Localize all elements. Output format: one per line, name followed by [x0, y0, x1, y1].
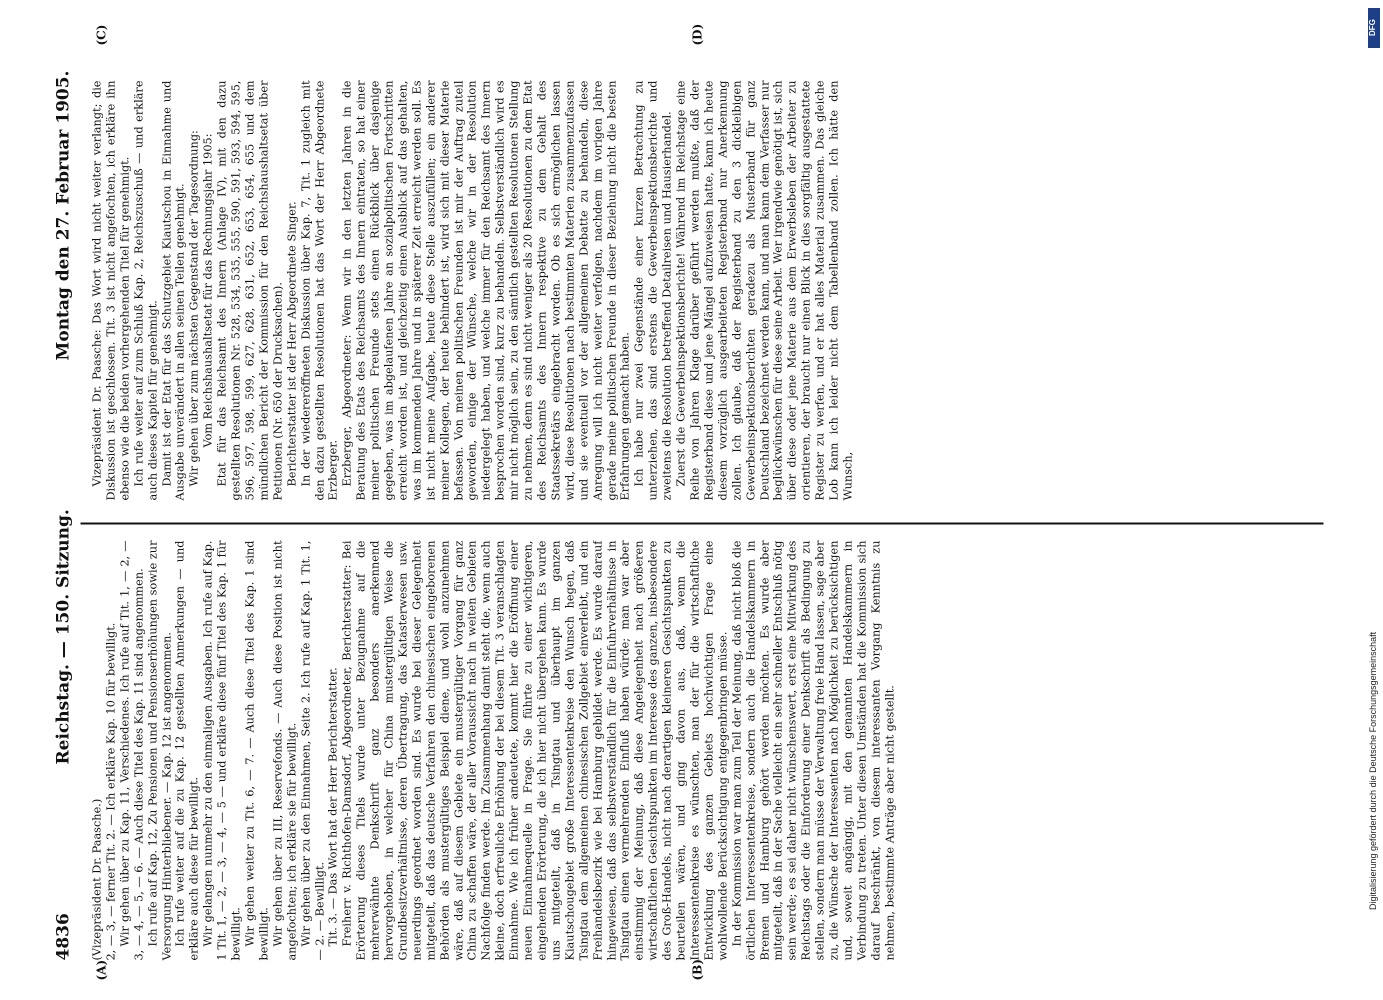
session-date: Montag den 27. Februar 1905. — [53, 70, 73, 360]
session-title: Reichstag. — 150. Sitzung. — [53, 508, 73, 764]
paragraph: In der Kommission war man zum Teil der Meinung, daß nicht bloß die örtlichen Interessentenkreise, sondern auch die Handelskammern in Bremen und Hamburg gehört werden möchten. Es wurde aber mitgeteilt, daß in der Sache vielleicht ein sehr schneller Entschluß nötig sein werde; es sei daher nicht wünschenswert, erst eine Mitwirkung des Reichstags oder die Einforderung einer Denkschrift als Bedingung zu stellen, sondern man müsse der Verwaltung freie Hand lassen, sage aber zu, die Wünsche der Interessenten nach Möglichkeit zu berücksichtigen und, soweit angängig, mit den genannten Handelskammern in Verbindung zu treten. Unter diesen Umständen hat die Kommission sich darauf beschränkt, von diesem interessanten Vorgang Kenntnis zu nehmen, bestimmte Anträge aber nicht gestellt. — [729, 540, 896, 960]
paragraph: In der wiedereröffneten Diskussion über Kap. 7, Tit. 1 zugleich mit den dazu gestellten Resolutionen hat das Wort der Herr Abgeordnete Erzberger. — [298, 80, 340, 500]
paragraph: Ich rufe weiter auf zum Schluß Kap. 2, Reichszuschuß — und erkläre auch dieses Kapitel für genehmigt. — [131, 80, 159, 500]
paragraph: Vizepräsident Dr. Paasche: Das Wort wird nicht weiter verlangt; die Diskussion ist geschlossen. Tit. 3 ist nicht angefochten, ich erkläre ihn ebenso wie die beiden vorhergehenden Titel für genehmigt. — [90, 80, 131, 500]
paragraph: Erzberger, Abgeordneter: Wenn wir in den letzten Jahren in die Beratung des Etats des Reichsamts des Innern eintraten, so hat einer meiner politischen Freunde stets einen Rückblick über dasjenige gegeben, was im abgelaufenen Jahre an sozialpolitischen Fortschritten erreicht worden ist, und gleichzeitig einen Ausblick auf das gehalten, was im kommenden Jahre und in späterer Zeit erreicht werden soll. Es ist nicht meine Aufgabe, heute diese Stelle auszufüllen; ein anderer meiner Kollegen, der heute behindert ist, wird sich mit dieser Materie befassen. Von meinen politischen Freunden ist mir der Auftrag zuteil geworden, einige der Wünsche, welche wir in der Resolution niedergelegt haben, und welche immer für den Reichsamt des Innern besprochen worden sind, kurz zu behandeln. Selbstverständlich wird es mir nicht möglich sein, zu den sämtlich gestellten Resolutionen Stellung zu nehmen, denn es sind nicht weniger als 20 Resolutionen zu dem Etat des Reichsamts des Innern respektive zu dem Gehalt des Staatssekretärs eingebracht worden. Ob es sich ermöglichen lassen wird, diese Resolutionen nach bestimmten Materien zusammenzufassen und sie eventuell vor der allgemeinen Debatte zu behandeln, diese Anregung will ich nicht weiter verfolgen, nachdem im vorigen Jahre gerade meine politischen Freunde in dieser Beziehung nicht die besten Erfahrungen gemacht haben. — [340, 80, 632, 500]
paragraph: Ich habe nur zwei Gegenstände einer kurzen Betrachtung zu unterziehen, das sind erstens die Gewerbeinspektionsberichte und zweitens die Resolution betreffend Detailreisen und Hausierhandel. — [632, 80, 674, 500]
margin-marker-b: (B) — [690, 958, 704, 980]
column-divider — [80, 522, 1323, 524]
margin-marker-c: (C) — [94, 24, 108, 45]
left-text-column — [90, 540, 1317, 960]
page-header — [47, 70, 73, 960]
digitization-note: Digitalisierung gefördert durch die Deutsche Forschungsgemeinschaft — [1368, 631, 1378, 910]
paragraph: (Vizepräsident Dr. Paasche.) — [90, 798, 103, 960]
paragraph: Tit. 3. — Das Wort hat der Herr Berichterstatter. — [326, 666, 340, 946]
paragraph: Wir gehen weiter zu Tit. 6, — 7. — Auch diese Titel des Kap. 1 sind bewilligt. — [242, 540, 270, 960]
paragraph: Ich rufe weiter auf die zu Kap. 12 gestellten Anmerkungen — und erkläre auch diese für bewilligt. — [173, 540, 201, 960]
paragraph: Etat für das Reichsamt des Innern (Anlage IV), mit den dazu gestellten Resolutionen Nr. 528, 534, 535, 555, 590, 591, 593, 594, 595, 596, 597, 598, 599, 627, 628, 631, 652, 653, 654, 655 und dem mündlichen Bericht der Kommission für den Reichshaushaltsetat über Petitionen (Nr. 650 der Drucksachen). — [215, 80, 284, 500]
paragraph: Vom Reichshaushaltsetat für das Rechnungsjahr 1905: — [201, 132, 215, 448]
page-number: 4836 — [53, 912, 73, 960]
paragraph: Berichterstatter ist der Herr Abgeordnete Singer. — [284, 200, 298, 486]
paragraph: Wir gehen über zu den Einnahmen, Seite 2. Ich rufe auf Kap. 1 Tit. 1, — 2. — Bewilligt. — [298, 540, 326, 960]
paragraph: Freiherr v. Richthofen-Damsdorf, Abgeordneter, Berichterstatter: Bei Erörterung dieses Titels wurde unter Bezugnahme auf die mehrerwähnte Denkschrift ganz besonders anerkennend hervorgehoben, in welcher für China mustergültigen Weise die Grundbesitzverhältnisse, deren Übertragung, das Katasterwesen usw. neuerdings geordnet worden sind. Es wurde bei dieser Gelegenheit mitgeteilt, daß das deutsche Verfahren den chinesischen eingeborenen Behörden als mustergültiges Beispiel diene, und wohl anzunehmen wäre, daß auf diesem Gebiete ein mustergültiger Vorgang für ganz China zu schaffen wäre, der aller Voraussicht nach in weiten Gebieten Nachfolge finden werde. Im Zusammenhang damit steht die, wenn auch kleine, doch erfreuliche Erhöhung der bei diesem Tit. 3 veranschlagten Einnahme. Wie ich früher andeutete, kommt hier die Eröffnung einer neuen Einnahmequelle in Frage. Sie führte zu einer wichtigeren, eingehenden Erörterung, die ich hier nicht übergehen kann. Es wurde uns mitgeteilt, daß in Tsingtau und überhaupt im ganzen Kiautschougebiet große Interessentenkreise den Wunsch hegen, daß Tsingtau dem allgemeinen chinesischen Zollgebiet einverleibt, und ein Freihandelsbezirk wie bei Hamburg gebildet werde. Es wurde darauf hingewiesen, daß das selbstverständlich für die Einfuhrverhältnisse in Tsingtau einen vermehrenden Einfluß haben würde; man war aber einstimmig der Meinung, daß diese Angelegenheit nach größeren wirtschaftlichen Gesichtspunkten im Interesse des ganzen, insbesondere des Groß-Handels, nicht nach derartigen kleineren Gesichtspunkten zu beurteilen wären, und ging davon aus, daß, wenn die Interessentenkreise es wünschten, man der für die wirtschaftliche Entwicklung des ganzen Gebiets hochwichtigen Frage eine wohlwollende Berücksichtigung entgegenbringen müsse. — [340, 540, 729, 960]
paragraph: Damit ist der Etat für das Schutzgebiet Kiautschou in Einnahme und Ausgabe unverändert in allen seinen Teilen genehmigt. — [159, 80, 187, 500]
paragraph: Ich rufe auf Kap. 12, Zu Pensionen und Pensionserhöhungen sowie zur Versorgung Hinterbliebener. — Kap. 12 ist angenommen. — [145, 540, 173, 960]
paragraph: Zuerst die Gewerbeinspektionsberichte! Während im Reichstage eine Reihe von Jahren Klage darüber geführt werden mußte, daß der Registerband diese und jene Mängel aufzuweisen hatte, kann ich heute diesem vorzüglich ausgearbeiteten Registerband nur Anerkennung zollen. Ich glaube, daß der Registerband zu den 3 dickleibigen Gewerbeinspektionsberichten geradezu als Musterband für ganz Deutschland bezeichnet werden kann, und man kann dem Verfasser nur beglückwünschen für diese seine Arbeit. Wer irgendwie genötigt ist, sich über diese oder jene Materie aus dem Erwerbsleben der Arbeiter zu orientieren, der braucht nur einen Blick in dies sorgfältig ausgestattete Register zu werfen, und er hat alles Material zusammen. Das gleiche Lob kann ich leider nicht dem Tabellenband zollen. Ich hätte den Wunsch, — [674, 80, 854, 500]
margin-marker-a: (A) — [94, 959, 108, 980]
dfg-logo: DFG — [1368, 8, 1380, 48]
paragraph: Wir gehen über zu III, Reservefonds. — Auch diese Position ist nicht angefochten; ich erkläre sie für bewilligt. — [270, 540, 298, 960]
right-text-column — [90, 80, 1317, 500]
paragraph: Wir gelangen nunmehr zu den einmaligen Ausgaben. Ich rufe auf Kap. 1 Tit. 1, — 2, — 3, — 4, — 5 — und erkläre diese fünf Titel des Kap. 1 für bewilligt. — [201, 540, 243, 960]
paragraph: 2, — 3, — ferner Tit. 2. — Ich erkläre Kap. 10 für bewilligt. — [103, 622, 117, 960]
paragraph: Wir gehen über zu Kap. 11, Verschiedenes. Ich rufe auf Tit. 1, — 2, — 3, — 4, — 5, — 6. — Auch diese Titel des Kap. 11 sind angenommen. — [117, 540, 145, 960]
paragraph: Wir gehen über zum nächsten Gegenstand der Tagesordnung: — [187, 129, 201, 486]
margin-marker-d: (D) — [690, 23, 704, 45]
